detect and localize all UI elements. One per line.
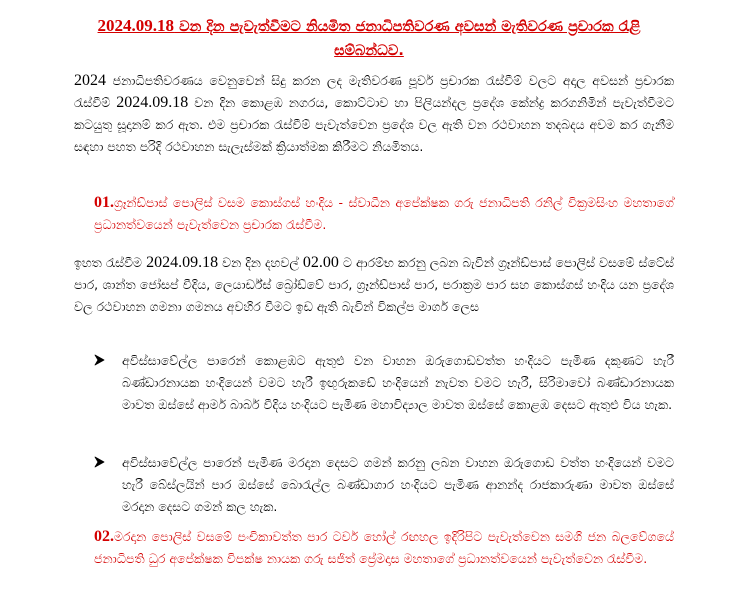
- item-1-number: 01.: [94, 194, 114, 211]
- title-date: 2024.09.18: [97, 16, 175, 35]
- body-time: 02.00: [302, 254, 339, 271]
- intro-date: 2024.09.18: [116, 94, 189, 111]
- page-title: [70, 14, 668, 63]
- body-paragraph: [74, 252, 674, 318]
- body-text-2: වන දින දහවල්: [218, 255, 303, 270]
- body-date: 2024.09.18: [146, 254, 219, 271]
- item-2: [94, 526, 674, 570]
- body-text-1: ඉහත රැස්වීම: [74, 255, 147, 270]
- list-item: [122, 452, 674, 518]
- body-text-3: ට ආරම්භ කරනු ලබන බැවින් ග්‍රෑන්ඩ්පාස් පොලිස් වසමේ ස්ටේස් පාර, ශාන්ත ජෝසප් වීදිය, ලෙයාර්ඩ්ස් බ්‍රෝඩ්වේ පාර, ග්‍රෑන්ඩ්පාස් පාර, පරාක්‍රම පාර සහ කොස්ගස් හංදිය යන ප්‍රදේශ වල රථවාහන ගමනා ගමනය අවහිර වීමට ඉඩ ඇති බැවින් විකල්ප මාර්ග ලෙස: [74, 255, 674, 314]
- bullet-text: අවිස්සාවේල්ල පාරෙන් පැමිණ මරදාන දෙසට ගමන් කරනු ලබන වාහන ඔරුගොඩ වත්ත හංදියෙන් වමට හැරී බේස්ලයින් පාර ඔස්සේ බොරැල්ල බණ්ඩාගාර හංදියට පැමිණ ආනන්ද රාජකාරුණා මාවත ඔස්සේ මරදාන දෙසට ගමන් කල හැක.: [122, 455, 674, 514]
- item-2-text: මරදාන පොලිස් වසමේ පංචිකාවත්ත පාර ටවර් හෝල් රඟහල ඉදිරිපිට පැවැත්වෙන සමගි ජන බලවේගයේ ජනාධිපති ධුර අපේක්ෂක විපක්ෂ නායක ගරු සජිත් ප්‍රේමදාස මහතාගේ ප්‍රධානත්වයෙන් පැවැත්වෙන රැස්වීම.: [94, 529, 674, 566]
- intro-text-1: ජනාධිපතිවරණය වෙනුවෙන් සිදු කරන ලද මැතිවරණ පූර්ව ප්‍රචාරක රැස්වීම් වලට අදාල අවසන් ප්‍රචාරක රැස්වීම්: [74, 73, 674, 110]
- item-1-text: ග්‍රෑන්ඩ්පාස් පොලිස් වසම කොස්ගස් හංදිය - ස්වාධීන අපේක්ෂක ගරු ජනාධිපති රනිල් වික්‍රමසිංහ මහතාගේ ප්‍රධානත්වයෙන් පැවැත්වෙන ප්‍රචාරක රැස්වීම.: [94, 195, 674, 232]
- intro-text-2: වන දින කොළඹ නගරය, කොට්ටාව හා පිලියන්දල ප්‍රදේශ කේන්ද්‍ර කරගනිමින් පැවැත්වීමට කටයුතු සූදානම් කර ඇත. එම ප්‍රචාරක රැස්වීම් පැවැත්වෙන ප්‍රදේශ වල ඇති වන රථවාහන තදබදය අවම කර ගැනීම සඳහා පහත පරිදි රථවාහන සැලැස්මක් ක්‍රියාත්මක කිරීමට නියමිතය.: [74, 95, 674, 154]
- title-text: වන දින පැවැත්වීමට නියමිත ජනාධිපතිවරණ අවසන් මැතිවරණ ප්‍රචාරක රැළි සම්බන්ධව.: [174, 19, 641, 59]
- item-2-number: 02.: [94, 528, 114, 545]
- intro-paragraph: [74, 70, 674, 158]
- intro-year: 2024: [74, 72, 106, 89]
- item-1: [94, 192, 674, 236]
- bullet-text: අවිස්සාවේල්ල පාරෙන් කොළඹට ඇතුළු වන වාහන ඔරුගොඩවත්ත හංදියට පැමිණ දකුණට හැරී බණ්ඩාරනායක හංදියෙන් වමට හැරී ඉඟුරුකඩේ හංදියෙන් නැවත වමට හැරී, සිරිමාවෝ බණ්ඩාරනායක මාවත ඔස්සේ ආමර් බාබර් වීදිය හංදියට පැමිණ මහාවිද්‍යාල මාවත ඔස්සේ කොළඹ දෙසට ඇතුළු විය හැක.: [122, 353, 674, 412]
- arrow-bullet-icon: [94, 354, 105, 366]
- arrow-bullet-icon: [94, 456, 105, 468]
- list-item: [122, 350, 674, 416]
